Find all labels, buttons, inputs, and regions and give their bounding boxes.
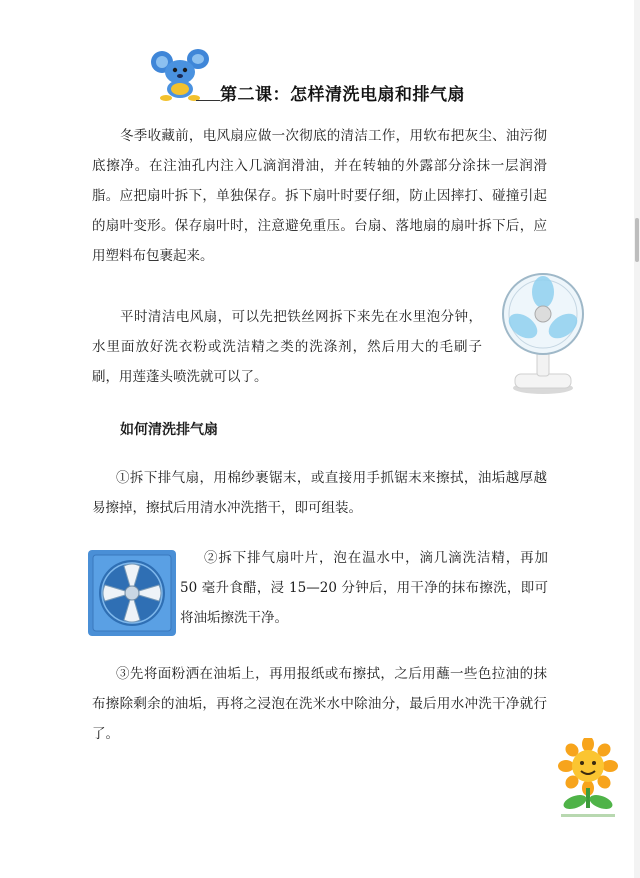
exhaust-fan-image [86, 548, 178, 638]
step-2: ②拆下排气扇叶片，泡在温水中，滴几滴洗洁精，再加 50 毫升食醋，浸 15—20 分钟后，用干净的抹布擦洗，即可将油垢擦洗干净。 [180, 550, 548, 626]
lesson-title: 第二课：怎样清洗电扇和排气扇 [220, 85, 465, 105]
paragraph-daily-cleaning: 平时清洁电风扇，可以先把铁丝网拆下来先在水里泡分钟，水里面放好洗衣粉或洗洁精之类的洗涤剂，然后用大的毛刷子刷，用莲蓬头喷洗就可以了。 [92, 309, 482, 385]
section-heading: 如何清洗排气扇 [120, 422, 218, 438]
desk-fan-image [493, 270, 593, 395]
mouse-mascot-icon [150, 48, 220, 102]
title-underline [196, 100, 220, 101]
sunflower-clipart-icon [553, 738, 623, 822]
scrollbar-track[interactable] [634, 0, 640, 878]
step-1: ①拆下排气扇，用棉纱裹锯末，或直接用手抓锯末来擦拭，油垢越厚越易擦掉，擦拭后用清水冲洗揩干，即可组装。 [92, 470, 547, 516]
paragraph-storage: 冬季收藏前，电风扇应做一次彻底的清洁工作，用软布把灰尘、油污彻底擦净。在注油孔内注入几滴润滑油，并在转轴的外露部分涂抹一层润滑脂。应把扇叶拆下，单独保存。拆下扇叶时要仔细，防止因摔打、碰撞引起的扇叶变形。保存扇叶时，注意避免重压。台扇、落地扇的扇叶拆下后，应用塑料布包裹起来。 [92, 128, 547, 264]
step-3: ③先将面粉洒在油垢上，再用报纸或布擦拭，之后用蘸一些色拉油的抹布擦除剩余的油垢，再将之浸泡在洗米水中除油分，最后用水冲洗干净就行了。 [92, 666, 547, 742]
scrollbar-thumb[interactable] [635, 218, 639, 262]
